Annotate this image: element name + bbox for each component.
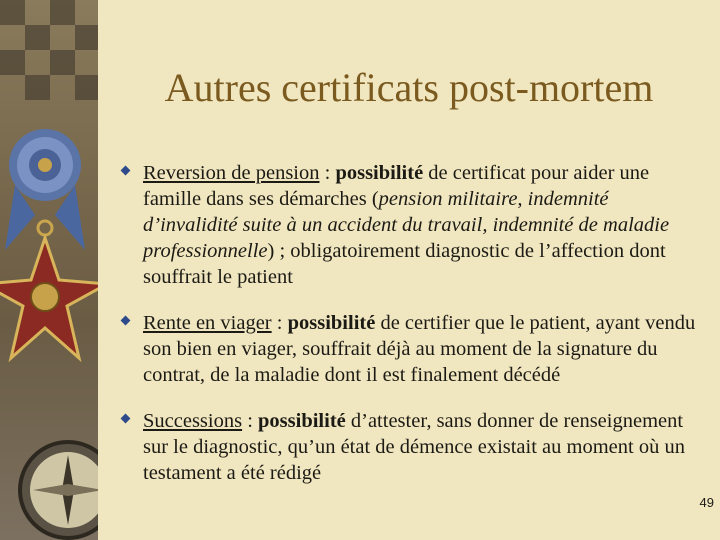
bullet-colon: : xyxy=(242,410,259,432)
bullet-colon: : xyxy=(319,162,336,184)
diamond-bullet-icon xyxy=(121,414,131,424)
bullet-list xyxy=(118,160,698,506)
bullet-text: de certifier que le patient, ayant vendu son bien en viager, souffrait déjà au moment de la signature du contrat, de la maladie dont il est finalement décédé xyxy=(143,312,696,386)
bullet-item-successions xyxy=(118,408,698,486)
bullet-term: Rente en viager xyxy=(143,312,272,334)
bullet-strong: possibilité xyxy=(287,312,376,334)
diamond-bullet-icon xyxy=(121,166,131,176)
compass-icon xyxy=(20,442,98,538)
bullet-colon: : xyxy=(271,312,288,334)
bullet-strong: possibilité xyxy=(335,162,424,184)
bullet-italic: pension militaire, indemnité d’invalidité suite à un accident du travail, indemnité de maladie professionnelle xyxy=(143,188,670,262)
bullet-item-viager xyxy=(118,310,698,388)
bullet-text: de certificat pour aider une famille dans ses démarches ( xyxy=(143,162,650,210)
slide-title: Autres certificats post-mortem xyxy=(164,65,654,110)
bullet-term: Successions xyxy=(143,410,243,432)
bullet-strong: possibilité xyxy=(258,410,346,432)
bullet-term: Reversion de pension xyxy=(143,162,320,184)
rosette-icon xyxy=(5,129,85,250)
cross-medal-icon xyxy=(0,238,98,358)
diamond-bullet-icon xyxy=(121,316,131,326)
bullet-item-pension xyxy=(118,160,698,290)
decorative-side-image xyxy=(0,0,98,540)
medal-illustration xyxy=(0,0,98,540)
page-number: 49 xyxy=(699,495,714,510)
bullet-text: d’attester, sans donner de renseignement sur le diagnostic, qu’un état de démence existait au moment où un testament a été rédigé xyxy=(143,410,685,484)
bullet-text-end: ) ; obligatoirement diagnostic de l’affection dont souffrait le patient xyxy=(143,240,666,288)
